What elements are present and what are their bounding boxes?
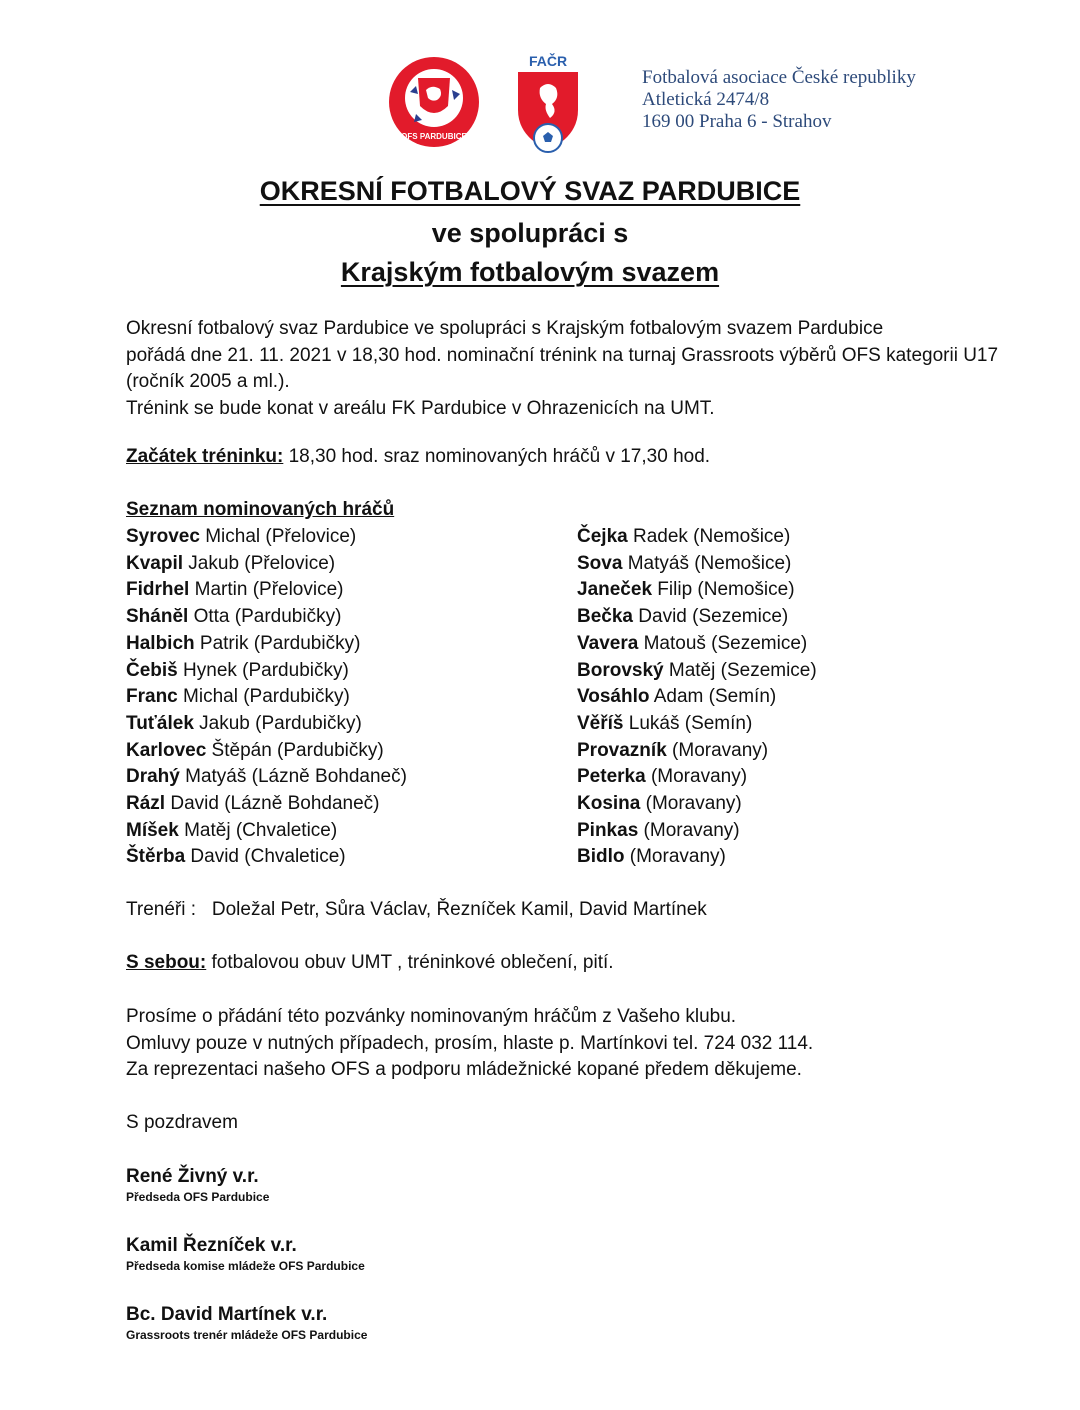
player-surname: Čebiš <box>126 659 178 681</box>
player-details: Hynek (Pardubičky) <box>177 659 349 681</box>
player-surname: Drahý <box>126 766 180 788</box>
title-line-3: Krajským fotbalovým svazem <box>340 257 720 287</box>
player-row <box>126 631 407 658</box>
player-row <box>577 711 817 738</box>
player-row <box>126 604 407 631</box>
player-row <box>577 738 817 765</box>
training-start-label: Začátek tréninku: <box>126 446 284 467</box>
player-surname: Shánĕl <box>126 606 189 628</box>
signature-block <box>126 1303 367 1343</box>
coaches-line: Trenéři : Doležal Petr, Sůra Václav, Řezníček Kamil, David Martínek <box>126 899 707 920</box>
intro-line: (ročník 2005 a ml.). <box>126 371 290 392</box>
association-city: 169 00 Praha 6 - Strahov <box>642 111 832 132</box>
player-row <box>126 764 407 791</box>
signature-name: Kamil Řezníček v.r. <box>126 1235 297 1256</box>
player-details: (Moravany) <box>624 846 726 868</box>
player-surname: Rázl <box>126 793 166 815</box>
player-surname: Borovský <box>577 659 664 681</box>
signature-role: Předseda OFS Pardubice <box>126 1190 270 1204</box>
player-details: Matyáš (Nemošice) <box>622 552 792 574</box>
greeting: S pozdravem <box>126 1112 238 1133</box>
signature-role: Grassroots trenér mládeže OFS Pardubice <box>126 1328 368 1342</box>
player-row <box>126 577 407 604</box>
player-row <box>126 684 407 711</box>
association-address <box>642 67 916 133</box>
player-details: David (Lázně Bohdaneč) <box>165 793 380 815</box>
player-row <box>577 791 817 818</box>
player-details: Matouš (Sezemice) <box>638 632 808 654</box>
player-row <box>577 818 817 845</box>
signature-name: René Živný v.r. <box>126 1166 259 1187</box>
player-surname: Peterka <box>577 766 646 788</box>
player-row <box>126 738 407 765</box>
player-row <box>577 604 817 631</box>
player-details: Lukáš (Semín) <box>623 712 753 734</box>
players-heading-text: Seznam nominovaných hráčů <box>126 499 395 520</box>
player-surname: Halbich <box>126 632 195 654</box>
player-details: Štěpán (Pardubičky) <box>206 739 384 761</box>
player-row <box>577 844 817 871</box>
player-details: Otta (Pardubičky) <box>188 606 342 628</box>
signature-block <box>126 1165 269 1205</box>
player-surname: Karlovec <box>126 739 207 761</box>
player-surname: Tuťálek <box>126 712 194 734</box>
intro-paragraph <box>126 316 998 422</box>
document-title <box>0 176 1060 207</box>
player-row <box>126 524 407 551</box>
ofs-pardubice-logo <box>388 56 480 148</box>
title-line-1: OKRESNÍ FOTBALOVÝ SVAZ PARDUBICE <box>259 176 801 206</box>
closing-line: Prosíme o přádání této pozvánky nominovaným hráčům z Vašeho klubu. <box>126 1006 737 1027</box>
closing-line: Za reprezentaci našeho OFS a podporu mládežnické kopané předem děkujeme. <box>126 1059 802 1080</box>
training-start <box>126 444 710 471</box>
player-details: Radek (Nemošice) <box>627 526 791 547</box>
association-street: Atletická 2474/8 <box>642 89 770 110</box>
player-details: Jakub (Pardubičky) <box>193 712 362 734</box>
player-row <box>126 658 407 685</box>
player-details: Filip (Nemošice) <box>652 579 795 601</box>
player-details: (Moravany) <box>666 739 769 761</box>
player-surname: Bečka <box>577 606 633 628</box>
player-row <box>577 577 817 604</box>
document-subtitle <box>0 257 1060 288</box>
signature-block <box>126 1234 365 1274</box>
player-details: Matěj (Sezemice) <box>663 659 817 681</box>
player-surname: Pinkas <box>577 819 639 841</box>
player-surname: Čejka <box>577 526 628 547</box>
player-surname: Bidlo <box>577 846 625 868</box>
player-row <box>577 551 817 578</box>
intro-line: Trénink se bude konat v areálu FK Pardubice v Ohrazenicích na UMT. <box>126 397 715 419</box>
association-name: Fotbalová asociace České republiky <box>642 67 916 88</box>
player-surname: Vavera <box>577 632 639 654</box>
players-column-2 <box>577 524 817 871</box>
players-heading <box>126 497 394 524</box>
player-details: (Moravany) <box>645 766 748 788</box>
player-row <box>577 684 817 711</box>
player-row <box>126 791 407 818</box>
closing-line: Omluvy pouze v nutných případech, prosím, hlaste p. Martínkovi tel. 724 032 114. <box>126 1032 814 1054</box>
player-surname: Kvapil <box>126 552 184 574</box>
player-row <box>577 631 817 658</box>
player-details: Michal (Přelovice) <box>199 526 357 547</box>
player-row <box>577 658 817 685</box>
bring-text: fotbalovou obuv UMT , tréninkové oblečení, pití. <box>206 952 614 973</box>
player-surname: Fidrhel <box>126 579 190 601</box>
player-row <box>126 551 407 578</box>
player-details: (Moravany) <box>640 793 742 815</box>
player-surname: Vosáhlo <box>577 686 650 708</box>
player-surname: Janeček <box>577 579 653 601</box>
player-surname: Franc <box>126 686 178 708</box>
player-surname: Provazník <box>577 739 667 761</box>
intro-line: Okresní fotbalový svaz Pardubice ve spolupráci s Krajským fotbalovým svazem Pardubice <box>126 318 884 339</box>
player-details: Jakub (Přelovice) <box>183 552 336 574</box>
player-details: Matyáš (Lázně Bohdaneč) <box>179 766 407 788</box>
player-surname: Věříš <box>577 712 624 734</box>
player-details: Matěj (Chvaletice) <box>178 819 338 841</box>
player-details: Adam (Semín) <box>649 686 777 708</box>
player-row <box>126 711 407 738</box>
player-surname: Míšek <box>126 819 179 841</box>
player-surname: Sova <box>577 552 623 574</box>
players-column-1 <box>126 524 407 871</box>
player-details: David (Sezemice) <box>633 606 789 628</box>
player-surname: Syrovec <box>126 526 200 547</box>
signature-name: Bc. David Martínek v.r. <box>126 1304 328 1325</box>
ofs-logo-text: OFS PARDUBICE <box>401 132 467 141</box>
player-details: Patrik (Pardubičky) <box>194 632 361 654</box>
intro-line: pořádá dne 21. 11. 2021 v 18,30 hod. nominační trénink na turnaj Grassroots výběrů OFS kategorii U17 <box>126 344 999 366</box>
bring-label: S sebou: <box>126 952 207 973</box>
player-surname: Štěrba <box>126 846 186 868</box>
training-start-text: 18,30 hod. sraz nominovaných hráčů v 17,30 hod. <box>283 446 711 467</box>
player-details: Michal (Pardubičky) <box>177 686 350 708</box>
player-details: (Moravany) <box>638 819 740 841</box>
player-row <box>577 764 817 791</box>
facr-logo <box>510 52 586 156</box>
facr-logo-text: FAČR <box>528 53 568 69</box>
signature-role: Předseda komise mládeže OFS Pardubice <box>126 1259 365 1273</box>
player-details: Martin (Přelovice) <box>189 579 344 601</box>
bring-line <box>126 950 614 977</box>
player-row <box>126 844 407 871</box>
title-line-2: ve spolupráci s <box>431 218 629 248</box>
player-details: David (Chvaletice) <box>185 846 346 868</box>
player-row <box>577 524 817 551</box>
player-surname: Kosina <box>577 793 641 815</box>
closing-paragraph <box>126 1004 813 1084</box>
player-row <box>126 818 407 845</box>
